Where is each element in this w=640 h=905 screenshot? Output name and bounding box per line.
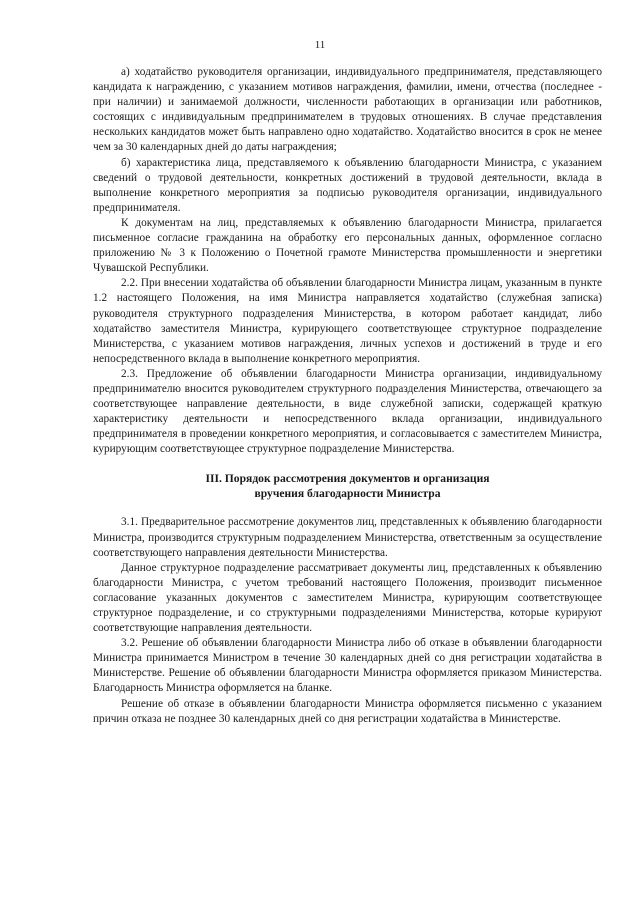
section-heading-line-2: вручения благодарности Министра (254, 487, 441, 501)
paragraph-3-1-review: Данное структурное подразделение рассматривает документы лиц, представленных к объявлению благодарности Министра, с учетом требований настоящего Положения, производит письменное согласование указанных документов с заместителем Министра, курирующим соответствующее структурное подразделение, и со структурными подразделениями Министерства, которые курируют соответствующие направления деятельности. (93, 561, 602, 635)
paragraph-2-2: 2.2. При внесении ходатайства об объявлении благодарности Министра лицам, указанным в пункте 1.2 настоящего Положения, на имя Министра направляется ходатайство (служебная записка) руководителя структурного подразделения Министерства, в котором работает кандидат, либо ходатайство заместителя Министра, курирующего соответствующее структурное подразделение Министерства, с указанием мотивов награждения, личных успехов и достижений в труде и его непосредственного вклада в выполнение конкретного мероприятия. (93, 277, 602, 365)
paragraph-3-2: 3.2. Решение об объявлении благодарности Министра либо об отказе в объявлении благодарности Министра принимается Министром в течение 30 календарных дней со дня регистрации ходатайства в Министерстве. Решение об объявлении благодарности Министра оформляется приказом Министерства. Благодарность Министра оформляется на бланке. (93, 637, 602, 695)
paragraph-3a: а) ходатайство руководителя организации, индивидуального предпринимателя, представляющего кандидата к награждению, с указанием мотивов награждения, фамилии, имени, отчества (последнее - при наличии) и занимаемой должности, численности работающих в организации или работников, состоящих с индивидуальным предпринимателем в трудовых отношениях. В случае представления нескольких кандидатов может быть направлено одно ходатайство. Ходатайство вносится в срок не менее чем за 30 календарных дней до даты награждения; (93, 66, 602, 154)
paragraph-refusal: Решение об отказе в объявлении благодарности Министра оформляется письменно с указанием причин отказа не позднее 30 календарных дней со дня регистрации ходатайства в Министерстве. (93, 697, 602, 725)
section-heading-line-1: III. Порядок рассмотрения документов и организация (205, 472, 490, 486)
document-body (93, 65, 602, 727)
section-heading (93, 471, 602, 501)
paragraph-attachments: К документам на лиц, представляемых к объявлению благодарности Министра, прилагается письменное согласие гражданина на обработку его персональных данных, оформленное согласно приложению № 3 к Положению о Почетной грамоте Министерства промышленности и энергетики Чувашской Республики. (93, 216, 602, 275)
page-number: 11 (314, 39, 326, 51)
paragraph-3b: б) характеристика лица, представляемого к объявлению благодарности Министра, с указанием сведений о трудовой деятельности, конкретных достижений в трудовой деятельности, вклада в выполнение конкретного мероприятия за подписью руководителя организации, индивидуального предпринимателя. (93, 156, 602, 214)
paragraph-3-1: 3.1. Предварительное рассмотрение документов лиц, представленных к объявлению благодарности Министра, производится структурным подразделением Министерства, ответственным за осуществление соответствующего направления деятельности Министерства. (93, 516, 602, 559)
paragraph-2-3: 2.3. Предложение об объявлении благодарности Министра организации, индивидуальному предпринимателю вносится руководителем структурного подразделения Министерства, отвечающего за соответствующее направление деятельности, в виде служебной записки, содержащей краткую характеристику деятельности и непосредственного вклада организации, индивидуального предпринимателя в проведении конкретного мероприятия, и согласовывается с заместителем Министра, курирующим соответствующее структурное подразделение Министерства. (93, 367, 602, 456)
